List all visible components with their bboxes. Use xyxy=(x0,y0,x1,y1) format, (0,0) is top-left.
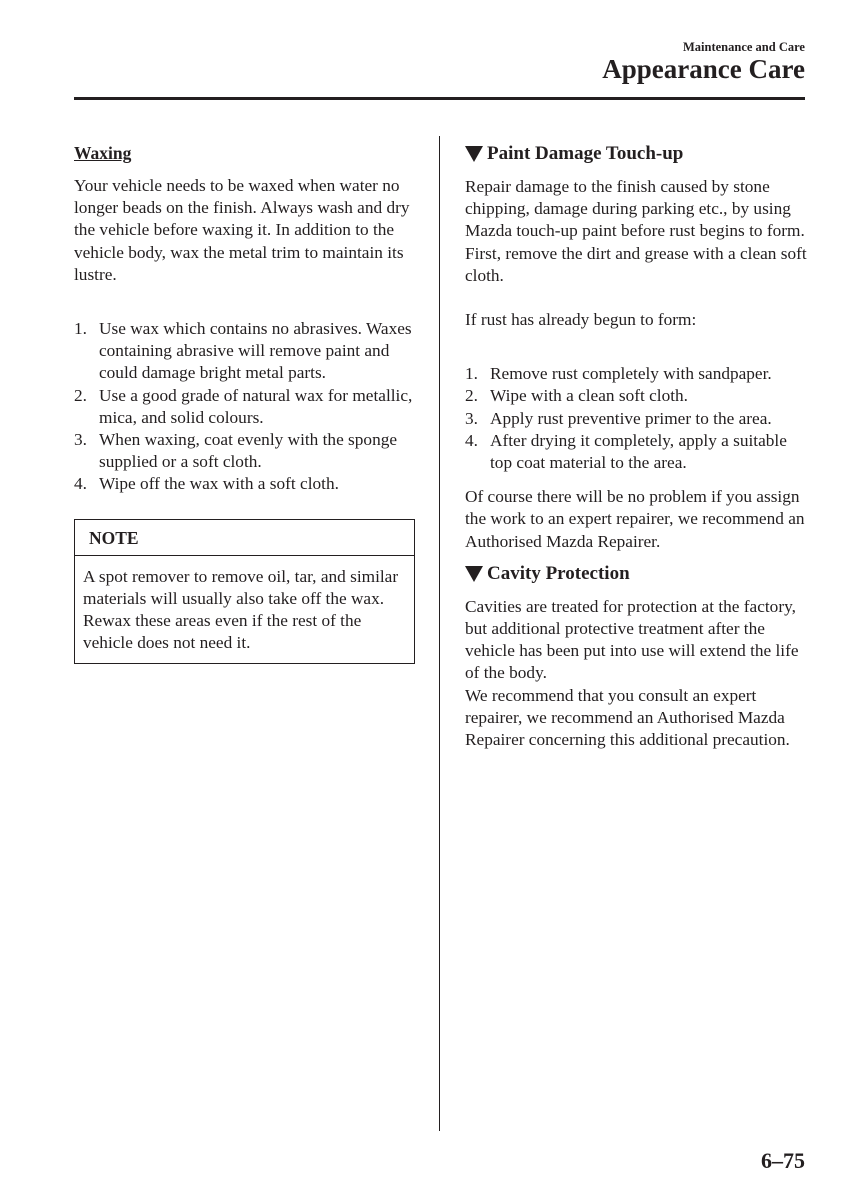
note-box xyxy=(74,519,415,664)
step-text: After drying it completely, apply a suitable top coat material to the area. xyxy=(490,430,787,473)
step-text: When waxing, coat evenly with the sponge supplied or a soft cloth. xyxy=(99,430,398,472)
cavity-protection-heading-text: Cavity Protection xyxy=(487,562,630,584)
rust-steps xyxy=(465,363,810,474)
step-text: Apply rust preventive primer to the area. xyxy=(490,408,772,428)
note-text: A spot remover to remove oil, tar, and similar materials will usually also take off the wax. Rewax these areas even if the rest of the vehicle does not need it. xyxy=(83,566,399,653)
list-item xyxy=(465,385,810,407)
waxing-heading: Waxing xyxy=(74,143,132,163)
step-number: 3. xyxy=(465,408,478,428)
paint-intro: Repair damage to the finish caused by stone chipping, damage during parking etc., by using Mazda touch-up paint before rust begins to form. First, remove the dirt and grease with a clean soft cloth. xyxy=(465,177,807,285)
list-item xyxy=(74,429,419,473)
step-number: 4. xyxy=(465,430,478,450)
step-text: Use wax which contains no abrasives. Waxes containing abrasive will remove paint and could damage bright metal parts. xyxy=(99,319,412,383)
triangle-down-icon xyxy=(465,146,483,162)
list-item xyxy=(74,385,419,429)
cavity-protection-heading xyxy=(465,561,810,587)
step-text: Use a good grade of natural wax for metallic, mica, and solid colours. xyxy=(99,385,413,427)
note-label: NOTE xyxy=(75,520,414,556)
list-item xyxy=(74,473,419,495)
column-divider xyxy=(439,136,440,1131)
list-item xyxy=(465,408,810,430)
page-title: Appearance Care xyxy=(602,54,805,84)
step-number: 3. xyxy=(74,430,87,450)
cavity-para-2: We recommend that you consult an expert repairer, we recommend an Authorised Mazda Repairer concerning this additional precaution. xyxy=(465,685,790,750)
paint-damage-heading xyxy=(465,141,810,167)
step-text: Wipe off the wax with a soft cloth. xyxy=(99,474,339,494)
triangle-down-icon xyxy=(465,566,483,582)
step-number: 4. xyxy=(74,474,87,494)
right-column xyxy=(465,141,810,751)
waxing-intro: Your vehicle needs to be waxed when water no longer beads on the finish. Always wash and dry the vehicle before waxing it. In addition to the vehicle body, wax the metal trim to maintain its lustre. xyxy=(74,176,410,284)
list-item xyxy=(74,318,419,385)
step-number: 2. xyxy=(465,386,478,406)
step-text: Remove rust completely with sandpaper. xyxy=(490,364,772,384)
header-section-label: Maintenance and Care xyxy=(683,40,805,54)
step-number: 2. xyxy=(74,385,87,405)
list-item xyxy=(465,363,810,385)
left-column xyxy=(74,141,419,664)
list-item xyxy=(465,430,810,474)
rust-intro: If rust has already begun to form: xyxy=(465,310,697,330)
page-number: 6–75 xyxy=(761,1148,805,1173)
waxing-steps xyxy=(74,318,419,496)
step-text: Wipe with a clean soft cloth. xyxy=(490,386,688,406)
step-number: 1. xyxy=(74,319,87,339)
step-number: 1. xyxy=(465,364,478,384)
header-rule xyxy=(74,97,805,100)
cavity-para-1: Cavities are treated for protection at the factory, but additional protective treatment after the vehicle has been put into use will extend the life of the body. xyxy=(465,596,799,683)
paint-closing: Of course there will be no problem if you assign the work to an expert repairer, we recommend an Authorised Mazda Repairer. xyxy=(465,487,805,551)
paint-damage-heading-text: Paint Damage Touch-up xyxy=(487,143,684,164)
